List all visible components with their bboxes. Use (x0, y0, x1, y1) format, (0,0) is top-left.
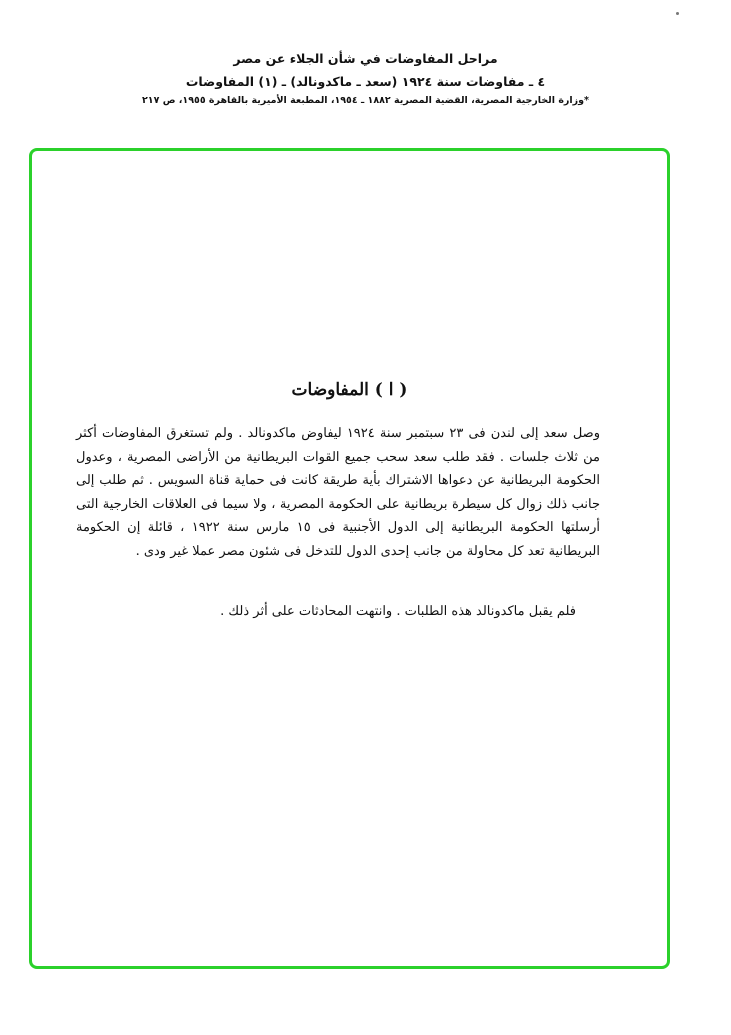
page-header (0, 50, 731, 108)
document-heading: ( ا ) المفاوضات (291, 380, 408, 400)
scan-speck (676, 12, 679, 15)
document-closing-paragraph: فلم يقبل ماكدونالد هذه الطلبات . وانتهت المحادثات على أثر ذلك . (220, 604, 576, 619)
source-citation: *وزارة الخارجية المصرية، القضية المصرية ١٨٨٢ ـ ١٩٥٤، المطبعة الأميرية بالقاهرة ١٩٥٥، ص ٢١٧ (142, 95, 589, 106)
document-paragraph: وصل سعد إلى لندن فى ٢٣ سبتمبر سنة ١٩٢٤ ليفاوض ماكدونالد . ولم تستغرق المفاوضات أكثر من ثلاث جلسات . فقد طلب سعد سحب جميع القوات البريطانية من الأراضى المصرية ، وعدول الحكومة البريطانية عن دعواها الاشتراك بأية طريقة كانت فى حماية قناة السويس . ثم طلب إلى جانب ذلك زوال كل سيطرة بريطانية على الحكومة المصرية ، ولا سيما فى العلاقات الخارجية التى أرسلتها الحكومة البريطانية إلى الدول الأجنبية فى ١٥ مارس سنة ١٩٢٢ ، قائلة إن الحكومة البريطانية تعد كل محاولة من جانب إحدى الدول للتدخل فى شئون مصر عملا غير ودى . (76, 426, 600, 559)
page-title: مراحل المفاوضات في شأن الجلاء عن مصر (233, 51, 498, 66)
section-subtitle: ٤ ـ مفاوضات سنة ١٩٢٤ (سعد ـ ماكدونالد) ـ (١) المفاوضات (185, 74, 546, 89)
